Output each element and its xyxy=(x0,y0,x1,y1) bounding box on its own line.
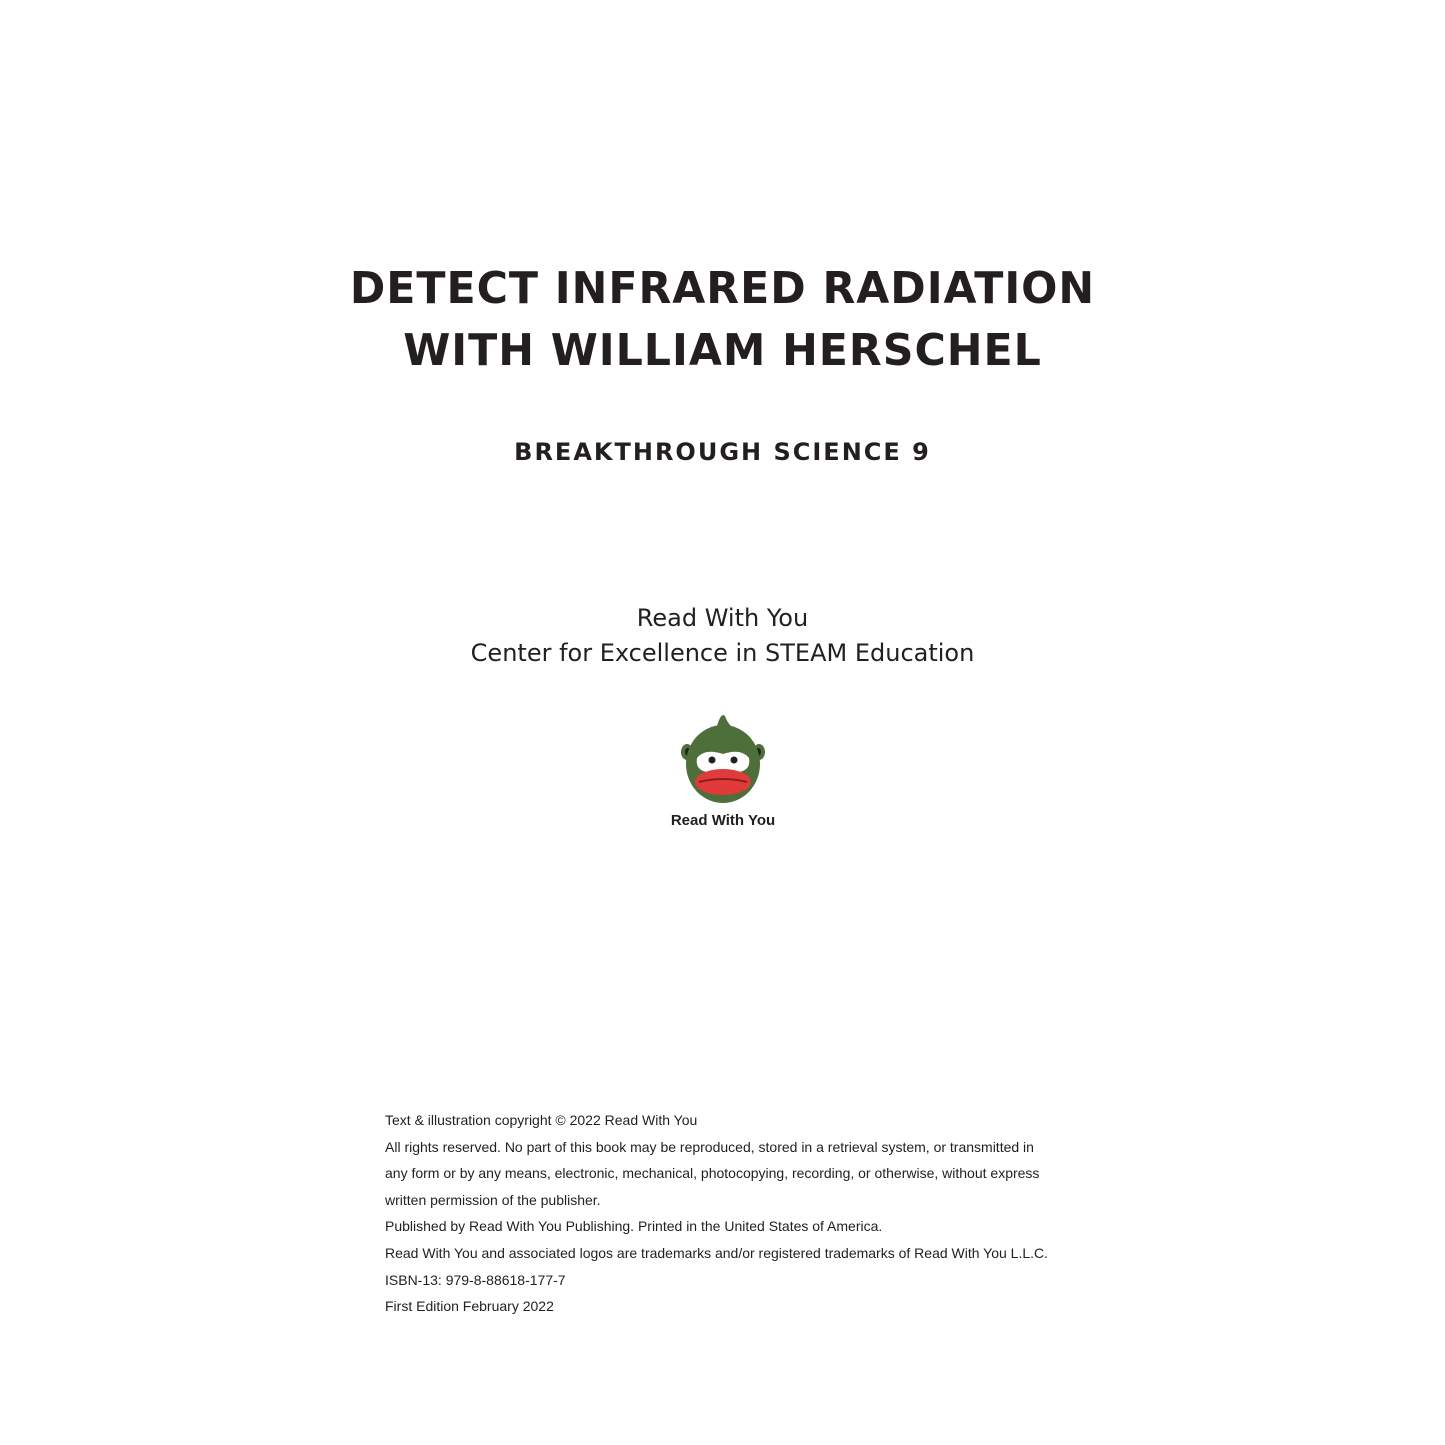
isbn: ISBN-13: 979-8-88618-177-7 xyxy=(385,1271,566,1288)
edition: First Edition February 2022 xyxy=(385,1298,554,1315)
title-line-2: WITH WILLIAM HERSCHEL xyxy=(403,325,1042,376)
copyright-line: Read With You and associated logos are trademarks and/or registered trademarks of Read With You L.L.C. xyxy=(385,1244,1049,1261)
monkey-face-icon xyxy=(681,712,765,806)
copyright-notice xyxy=(385,1107,1075,1320)
publisher-name: Read With You xyxy=(636,604,809,632)
copyright-line: written permission of the publisher. xyxy=(385,1191,601,1208)
copyright-line: Published by Read With You Publishing. Printed in the United States of America. xyxy=(385,1218,883,1235)
publisher-organization: Center for Excellence in STEAM Education xyxy=(470,639,975,667)
title-line-1: DETECT INFRARED RADIATION xyxy=(349,263,1096,314)
copyright-line: Text & illustration copyright © 2022 Read With You xyxy=(385,1112,698,1128)
book-title xyxy=(0,258,1445,382)
publisher-block xyxy=(0,601,1445,671)
copyright-line: All rights reserved. No part of this book may be reproduced, stored in a retrieval system, or transmitted in xyxy=(385,1138,1034,1155)
publisher-logo xyxy=(667,712,779,837)
copyright-line: any form or by any means, electronic, mechanical, photocopying, recording, or otherwise, without express xyxy=(385,1165,1040,1182)
series-name: BREAKTHROUGH SCIENCE 9 xyxy=(514,438,931,466)
logo-label: Read With You xyxy=(670,812,776,829)
